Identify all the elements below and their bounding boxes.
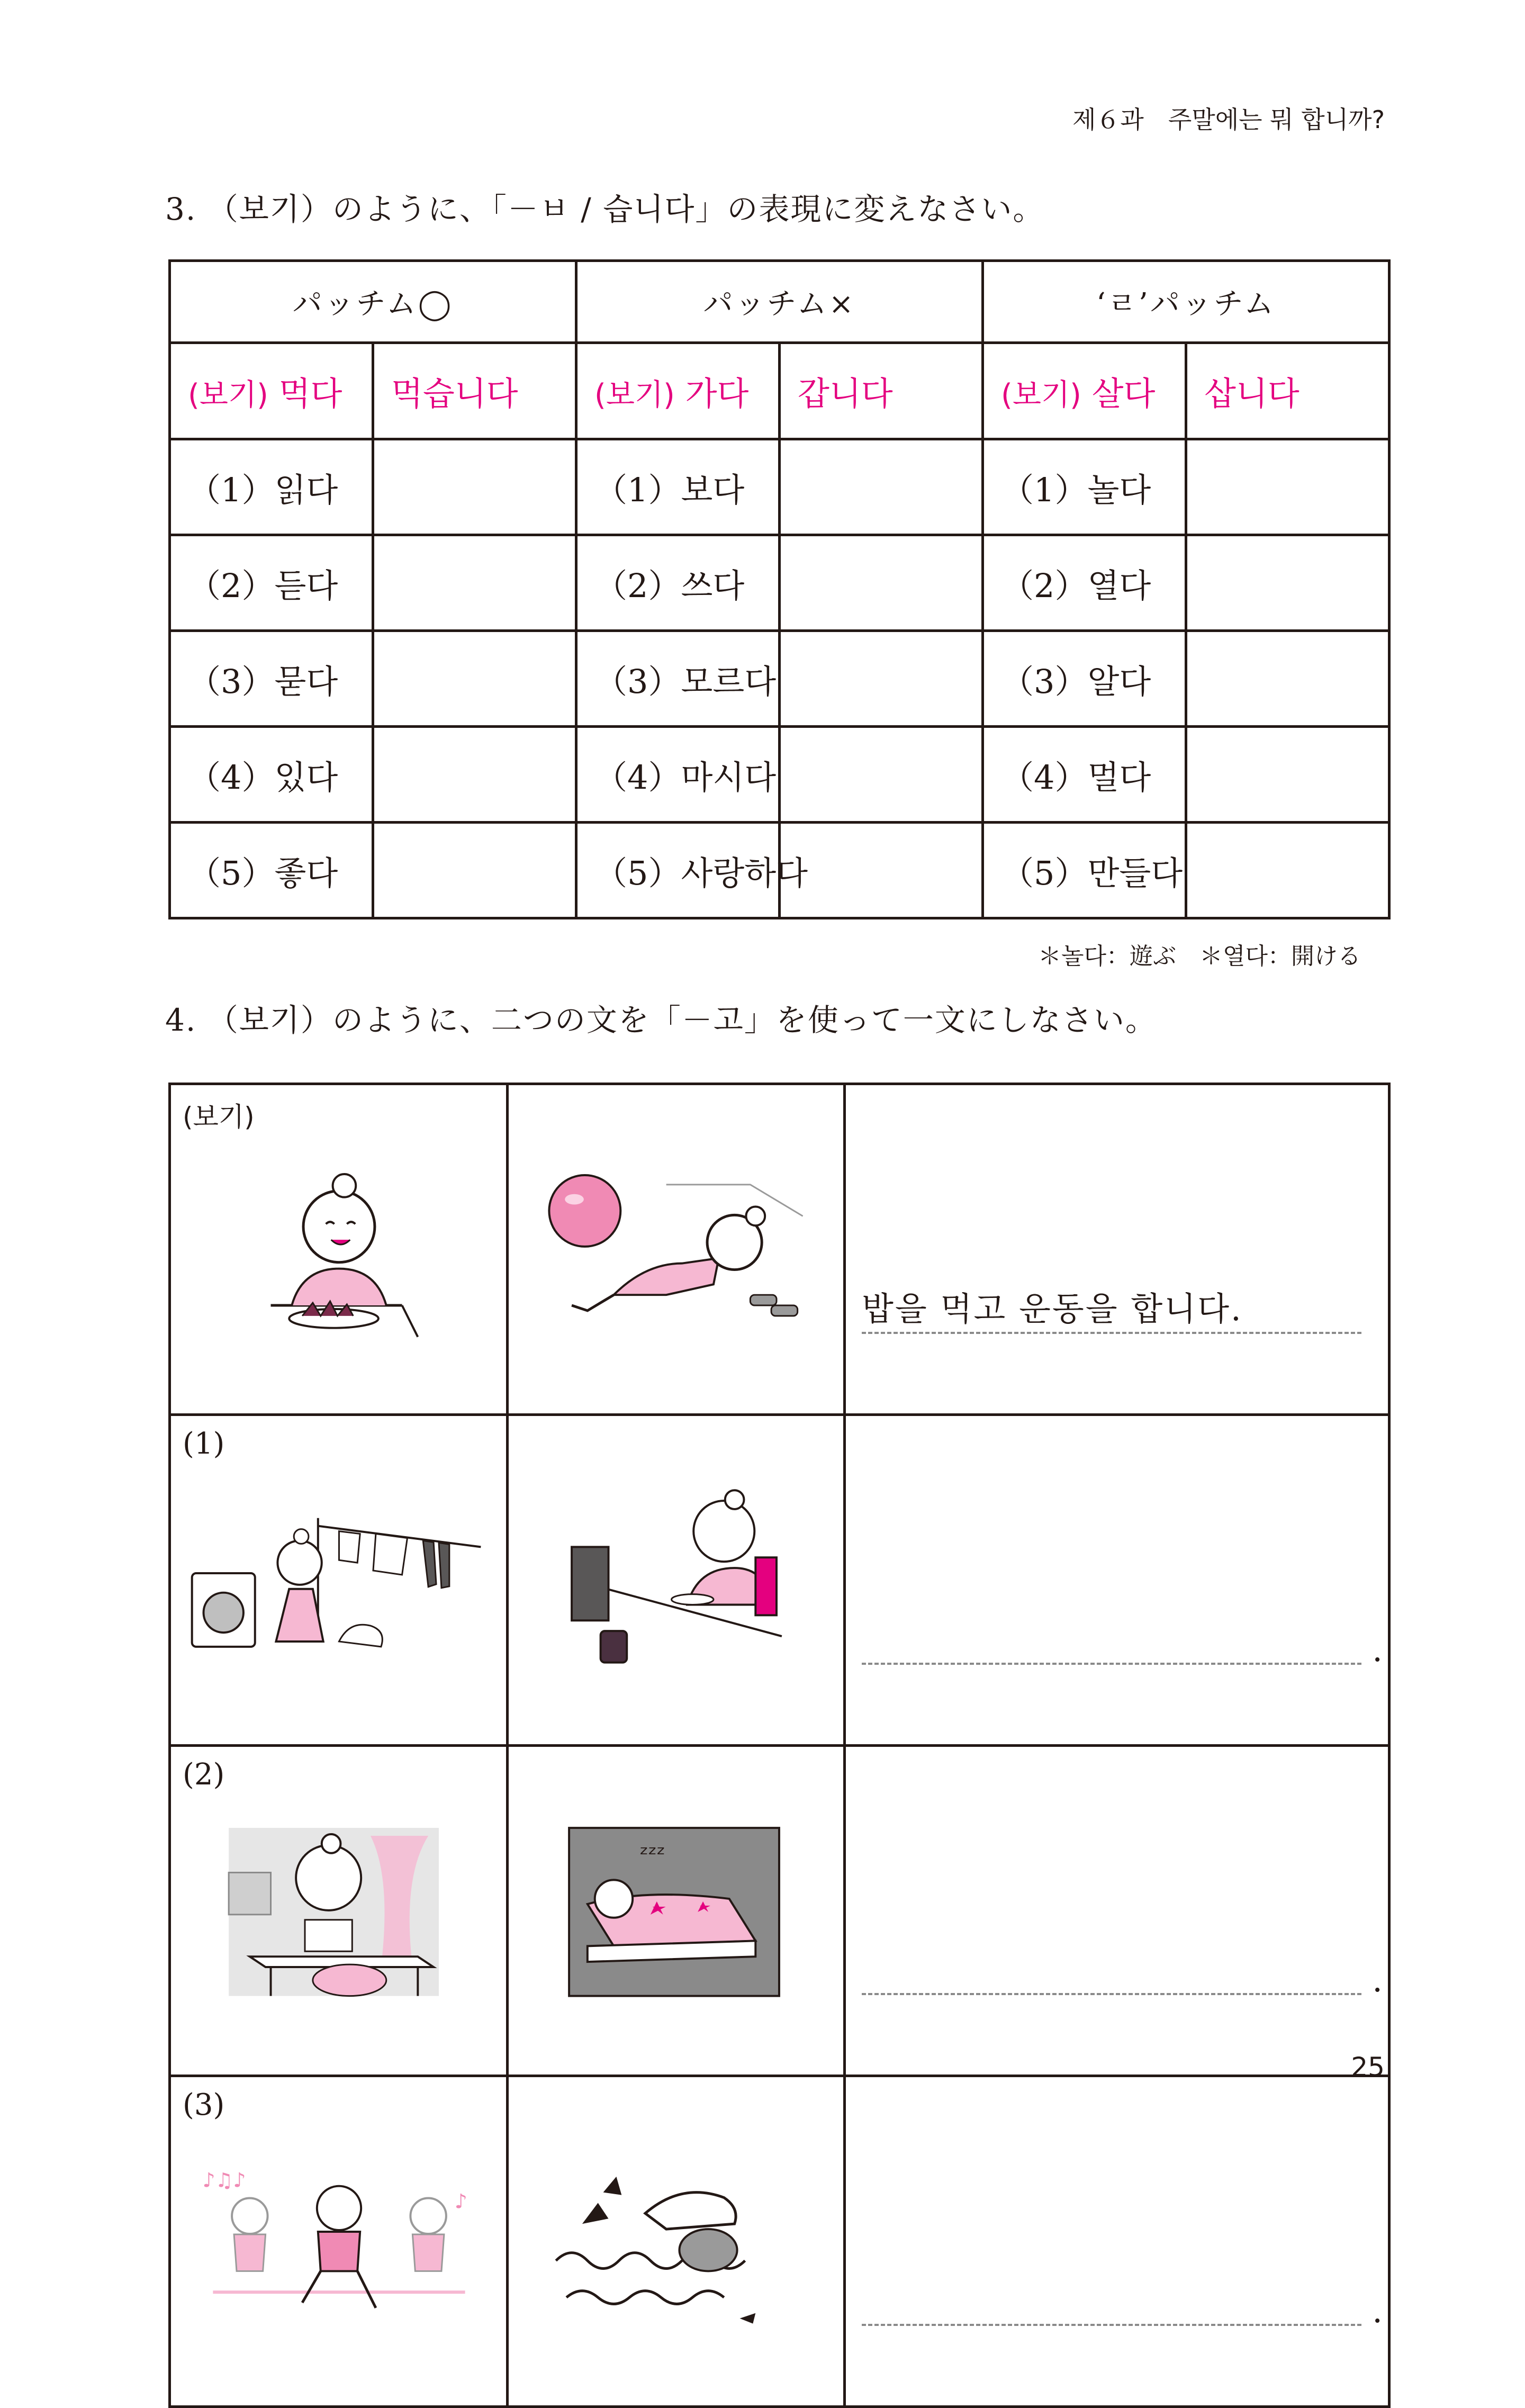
example-verb: 먹다 bbox=[278, 374, 342, 413]
picture-cell bbox=[508, 2076, 845, 2407]
answer-cell[interactable] bbox=[780, 823, 983, 918]
reading-illustration bbox=[171, 1747, 506, 2075]
table-row bbox=[170, 823, 1389, 918]
table-row bbox=[170, 2076, 1389, 2407]
picture-cell bbox=[170, 2076, 508, 2407]
picture-cell bbox=[508, 1745, 845, 2076]
verb-item: （4）있다 bbox=[170, 727, 373, 823]
verb-item: （2）듣다 bbox=[170, 535, 373, 631]
table-row bbox=[170, 1084, 1389, 1415]
example-verb: 살다 bbox=[1091, 374, 1156, 413]
picture-cell bbox=[508, 1084, 845, 1415]
verb-item: （3）묻다 bbox=[170, 631, 373, 727]
answer-cell[interactable] bbox=[845, 1745, 1389, 2076]
picture-cell bbox=[170, 1414, 508, 1745]
verb-item: （2）열다 bbox=[983, 535, 1186, 631]
drinking-coffee-illustration bbox=[509, 1416, 843, 1744]
example-tag: (보기) bbox=[1001, 378, 1081, 412]
chapter-header: 제６과 주말에는 뭐 합니까? bbox=[1072, 105, 1385, 134]
verb-item: （5）만들다 bbox=[983, 823, 1186, 918]
row-label: (1) bbox=[183, 1426, 225, 1461]
answer-cell[interactable] bbox=[845, 1084, 1389, 1415]
verb-item: （2）쓰다 bbox=[576, 535, 780, 631]
example-verb-cell bbox=[170, 343, 373, 439]
answer-cell[interactable] bbox=[780, 631, 983, 727]
verb-item: （4）멀다 bbox=[983, 727, 1186, 823]
verb-item: （3）모르다 bbox=[576, 631, 780, 727]
answer-cell[interactable] bbox=[373, 631, 576, 727]
answer-cell[interactable] bbox=[1186, 535, 1389, 631]
period-mark: . bbox=[1372, 2292, 1383, 2330]
exercise-4-title: 4. （보기）のように、二つの文を「－고」を使って一文にしなさい。 bbox=[165, 1002, 1157, 1038]
example-tag: (보기) bbox=[594, 378, 675, 412]
answer-cell[interactable] bbox=[373, 439, 576, 535]
eating-illustration bbox=[171, 1085, 506, 1413]
example-answer-sentence: 밥을 먹고 운동을 합니다. bbox=[862, 1289, 1243, 1328]
period-mark: . bbox=[1372, 1630, 1383, 1669]
verb-item: （1）보다 bbox=[576, 439, 780, 535]
example-verb-cell bbox=[983, 343, 1186, 439]
table-header-row bbox=[170, 261, 1389, 343]
table-row bbox=[170, 727, 1389, 823]
example-tag: (보기) bbox=[188, 378, 268, 412]
verb-item: （4）마시다 bbox=[576, 727, 780, 823]
table-row bbox=[170, 1414, 1389, 1745]
answer-cell[interactable] bbox=[373, 823, 576, 918]
exercise-3-title: 3. （보기）のように、「－ㅂ / 습니다」の表現に変えなさい。 bbox=[165, 191, 1045, 227]
example-row bbox=[170, 343, 1389, 439]
picture-cell bbox=[170, 1745, 508, 2076]
example-verb: 가다 bbox=[685, 374, 749, 413]
answer-cell[interactable] bbox=[845, 1414, 1389, 1745]
swimming-illustration bbox=[509, 2077, 843, 2405]
exercising-illustration bbox=[509, 1085, 843, 1413]
dancing-illustration bbox=[171, 2077, 506, 2405]
table-row bbox=[170, 439, 1389, 535]
group-header-no-batchim: パッチム× bbox=[576, 261, 983, 343]
verb-item: （1）읽다 bbox=[170, 439, 373, 535]
vocabulary-note: ＊놀다：遊ぶ ＊열다：開ける bbox=[1037, 943, 1361, 970]
answer-cell[interactable] bbox=[1186, 727, 1389, 823]
verb-item: （3）알다 bbox=[983, 631, 1186, 727]
answer-cell[interactable] bbox=[373, 727, 576, 823]
table-row bbox=[170, 535, 1389, 631]
verb-item: （5）좋다 bbox=[170, 823, 373, 918]
answer-cell[interactable] bbox=[780, 439, 983, 535]
example-answer: 먹습니다 bbox=[373, 343, 576, 439]
answer-line[interactable] bbox=[862, 1286, 1361, 1334]
row-label: (2) bbox=[183, 1757, 225, 1792]
answer-cell[interactable] bbox=[780, 727, 983, 823]
answer-line[interactable] bbox=[862, 1617, 1383, 1669]
sentence-combining-table bbox=[168, 1083, 1391, 2408]
example-answer: 갑니다 bbox=[780, 343, 983, 439]
group-header-rieul-batchim: ‘ㄹ’パッチム bbox=[983, 261, 1389, 343]
svg-text:♪: ♪ bbox=[454, 2189, 467, 2213]
example-verb-cell bbox=[576, 343, 780, 439]
answer-cell[interactable] bbox=[1186, 439, 1389, 535]
group-header-batchim: パッチム◯ bbox=[170, 261, 576, 343]
svg-text:ᶻᶻᶻ: ᶻᶻᶻ bbox=[640, 1841, 665, 1868]
answer-cell[interactable] bbox=[1186, 631, 1389, 727]
picture-cell bbox=[170, 1084, 508, 1415]
example-answer: 삽니다 bbox=[1186, 343, 1389, 439]
sleeping-illustration bbox=[509, 1747, 843, 2075]
answer-cell[interactable] bbox=[373, 535, 576, 631]
page-number: 25 bbox=[1351, 2052, 1385, 2082]
answer-line[interactable] bbox=[862, 2278, 1383, 2330]
laundry-illustration bbox=[171, 1416, 506, 1744]
table-row bbox=[170, 1745, 1389, 2076]
answer-line[interactable] bbox=[862, 1947, 1383, 2000]
answer-cell[interactable] bbox=[1186, 823, 1389, 918]
answer-cell[interactable] bbox=[780, 535, 983, 631]
row-label: (3) bbox=[183, 2088, 225, 2123]
table-row bbox=[170, 631, 1389, 727]
period-mark: . bbox=[1372, 1961, 1383, 2000]
verb-item: （5）사랑하다 bbox=[576, 823, 780, 918]
conjugation-table bbox=[168, 259, 1391, 919]
verb-item: （1）놀다 bbox=[983, 439, 1186, 535]
picture-cell bbox=[508, 1414, 845, 1745]
row-label: (보기) bbox=[183, 1102, 255, 1132]
answer-cell[interactable] bbox=[845, 2076, 1389, 2407]
svg-text:♪♫♪: ♪♫♪ bbox=[202, 2168, 246, 2192]
